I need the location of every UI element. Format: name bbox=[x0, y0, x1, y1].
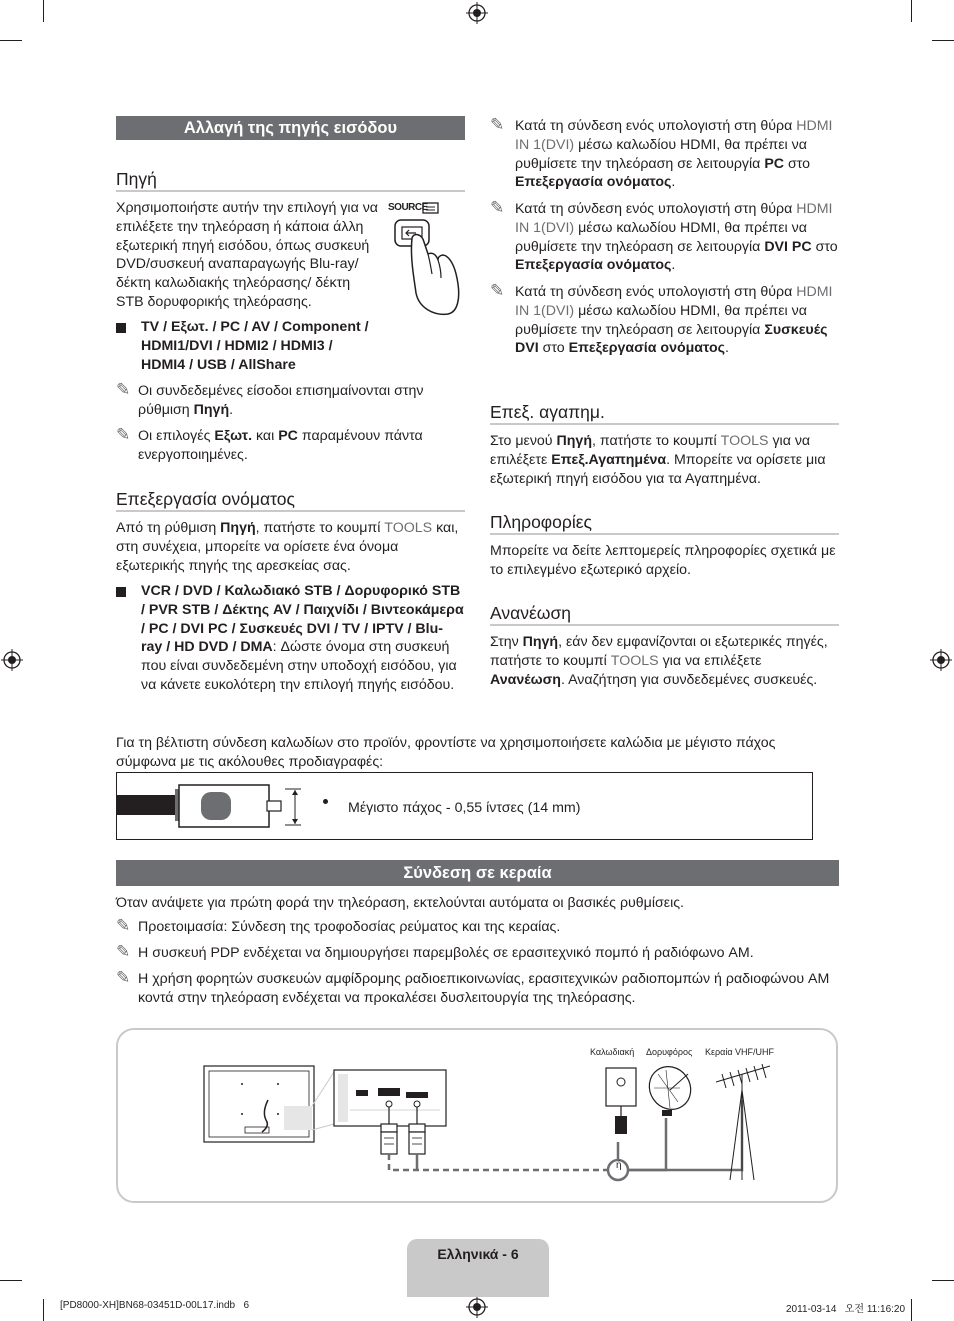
tv-rear-panel bbox=[204, 1066, 334, 1142]
antenna-note-preparation: ✎ Προετοιμασία: Σύνδεση της τροφοδοσίας ρεύματος και της κεραίας. bbox=[116, 916, 561, 935]
section-title-antenna: Σύνδεση σε κεραία bbox=[116, 860, 839, 886]
source-remote-illustration bbox=[386, 198, 466, 318]
registration-mark-right bbox=[930, 649, 952, 671]
label-vhf-uhf: Κεραία VHF/UHF bbox=[705, 1047, 775, 1057]
pencil-icon: ✎ bbox=[490, 198, 505, 217]
label-satellite: Δορυφόρος bbox=[646, 1047, 693, 1057]
footer-date: 2011-03-14 오전 11:16:20 bbox=[786, 1304, 906, 1315]
label-or: ή bbox=[616, 1160, 622, 1171]
pencil-icon: ✎ bbox=[490, 115, 505, 134]
note-dvi-devices-mode: ✎ Κατά τη σύνδεση ενός υπολογιστή στη θύρα HDMI IN 1(DVI) μέσω καλωδίου HDMI, θα πρέπει να ρυθμίσετε την τηλεόραση σε λειτουργία Συσκευές DVI στο Επεξεργασία ονόματος. bbox=[490, 281, 833, 357]
source-list-bullet bbox=[116, 318, 378, 374]
registration-mark-bottom bbox=[466, 1296, 488, 1318]
pencil-icon: ✎ bbox=[116, 968, 131, 987]
pencil-icon: ✎ bbox=[116, 425, 131, 444]
edit-name-bullet: VCR / DVD / Καλωδιακό STB / Δορυφορικό STB / PVR STB / Δέκτης AV / Παιχνίδι / Βιντεοκάμερα / PC / DVI PC / Συσκευές DVI / TV / IPTV / Blu- ray / HD DVD / DMA: Δώστε όνομα στη συσκευή που είναι συνδεδεμένη στην υποδοχή εισόδου, για να κάνετε ευκολότερη την επιλογή πηγής εισόδου. bbox=[116, 582, 465, 695]
pencil-icon: ✎ bbox=[116, 916, 131, 935]
page-number: Ελληνικά - 6 bbox=[437, 1246, 519, 1262]
note-always-enabled: ✎ Οι επιλογές Εξωτ. και PC παραμένουν πάντα ενεργοποιημένες. bbox=[116, 425, 423, 463]
satellite-dish bbox=[641, 1059, 699, 1118]
spec-bullet-dot bbox=[323, 799, 328, 804]
cable-spec: Μέγιστο πάχος - 0,55 ίντσες (14 mm) bbox=[348, 800, 581, 816]
source-button-label: SOURCE bbox=[388, 202, 428, 213]
refresh-body: Στην Πηγή, εάν δεν εμφανίζονται οι εξωτερικές πηγές, πατήστε το κουμπί TOOLS για να επιλέξετε Ανανέωση. Αναζήτηση για συνδεδεμένες συσκευές. bbox=[490, 634, 828, 688]
heading-info: Πληροφορίες bbox=[490, 512, 592, 532]
pencil-icon: ✎ bbox=[490, 281, 505, 300]
heading-rule bbox=[116, 190, 465, 192]
heading-rule bbox=[490, 624, 839, 626]
cable-intro: Για τη βέλτιστη σύνδεση καλωδίων στο προϊόν, φροντίστε να χρησιμοποιήσετε καλώδια με μέγιστο πάχος σύμφωνα με τις ακόλουθες προδιαγραφές: bbox=[116, 735, 776, 770]
antenna-diagram bbox=[116, 1028, 838, 1203]
cable-illustration bbox=[117, 773, 307, 839]
registration-mark-left bbox=[1, 649, 23, 671]
cable-wall-socket bbox=[606, 1068, 636, 1134]
heading-edit-name: Επεξεργασία ονόματος bbox=[116, 489, 295, 509]
footer-file-name: [PD8000-XH]BN68-03451D-00L17.indb 6 bbox=[60, 1300, 250, 1311]
heading-rule bbox=[490, 533, 839, 535]
registration-mark-top bbox=[466, 2, 488, 24]
antenna-note-interference: ✎ Η συσκευή PDP ενδέχεται να δημιουργήσει παρεμβολές σε ερασιτεχνικό πομπό ή ραδιόφωνο AM. bbox=[116, 942, 754, 961]
heading-refresh: Ανανέωση bbox=[490, 603, 571, 623]
section-title-change-source: Αλλαγή της πηγής εισόδου bbox=[116, 116, 465, 140]
bullet-square bbox=[116, 587, 126, 597]
label-cable: Καλωδιακή bbox=[590, 1047, 635, 1057]
pencil-icon: ✎ bbox=[116, 942, 131, 961]
heading-rule bbox=[116, 510, 465, 512]
cable-spec-box bbox=[116, 772, 813, 840]
info-body: Μπορείτε να δείτε λεπτομερείς πληροφορίες σχετικά με το επιλεγμένο εξωτερικό αρχείο. bbox=[490, 543, 836, 578]
pencil-icon: ✎ bbox=[116, 380, 131, 399]
note-connected-inputs: ✎ Οι συνδεδεμένες είσοδοι επισημαίνονται στην ρύθμιση Πηγή. bbox=[116, 380, 424, 418]
note-pc-mode: ✎ Κατά τη σύνδεση ενός υπολογιστή στη θύρα HDMI IN 1(DVI) μέσω καλωδίου HDMI, θα πρέπει να ρυθμίσετε την τηλεόραση σε λειτουργία PC στο Επεξεργασία ονόματος. bbox=[490, 115, 833, 191]
bullet-square bbox=[116, 323, 126, 333]
edit-name-body: Από τη ρύθμιση Πηγή, πατήστε το κουμπί TOOLS και, στη συνέχεια, μπορείτε να ορίσετε ένα όνομα εξωτερικής πηγής της αρεσκείας σας. bbox=[116, 520, 459, 574]
source-body: Χρησιμοποιήστε αυτήν την επιλογή για να επιλέξετε την τηλεόραση ή κάποια άλλη εξωτερική πηγή εισόδου, όπως συσκευή DVD/συσκευή αναπαραγωγής Blu-ray/δέκτη καλωδιακής τηλεόρασης/ δέκτη STB δορυφορικής τηλεόρασης. bbox=[116, 200, 379, 310]
antenna-note-radio: ✎ Η χρήση φορητών συσκευών αμφίδρομης ραδιοεπικοινωνίας, ερασιτεχνικών ραδιοπομπών ή ραδιοφώνου AM κοντά στην τηλεόραση ενδέχεται να προκαλέσει δυσλειτουργία της τηλεόρασης. bbox=[116, 968, 830, 1006]
note-dvi-pc-mode: ✎ Κατά τη σύνδεση ενός υπολογιστή στη θύρα HDMI IN 1(DVI) μέσω καλωδίου HDMI, θα πρέπει να ρυθμίσετε την τηλεόραση σε λειτουργία DVI PC στο Επεξεργασία ονόματος. bbox=[490, 198, 838, 274]
port-panel-zoom bbox=[334, 1070, 446, 1126]
source-list: TV / Εξωτ. / PC / AV / Component / HDMI1/DVI / HDMI2 / HDMI3 / HDMI4 / USB / AllShare bbox=[141, 319, 369, 373]
heading-favorites: Επεξ. αγαπημ. bbox=[490, 402, 605, 422]
antenna-intro: Όταν ανάψετε για πρώτη φορά την τηλεόραση, εκτελούνται αυτόματα οι βασικές ρυθμίσεις. bbox=[116, 895, 684, 911]
heading-rule bbox=[490, 423, 839, 425]
favorites-body: Στο μενού Πηγή, πατήστε το κουμπί TOOLS για να επιλέξετε Επεξ.Αγαπημένα. Μπορείτε να ορίσετε μια εξωτερική πηγή εισόδου για τα Αγαπημένα. bbox=[490, 433, 826, 487]
heading-source: Πηγή bbox=[116, 169, 157, 189]
